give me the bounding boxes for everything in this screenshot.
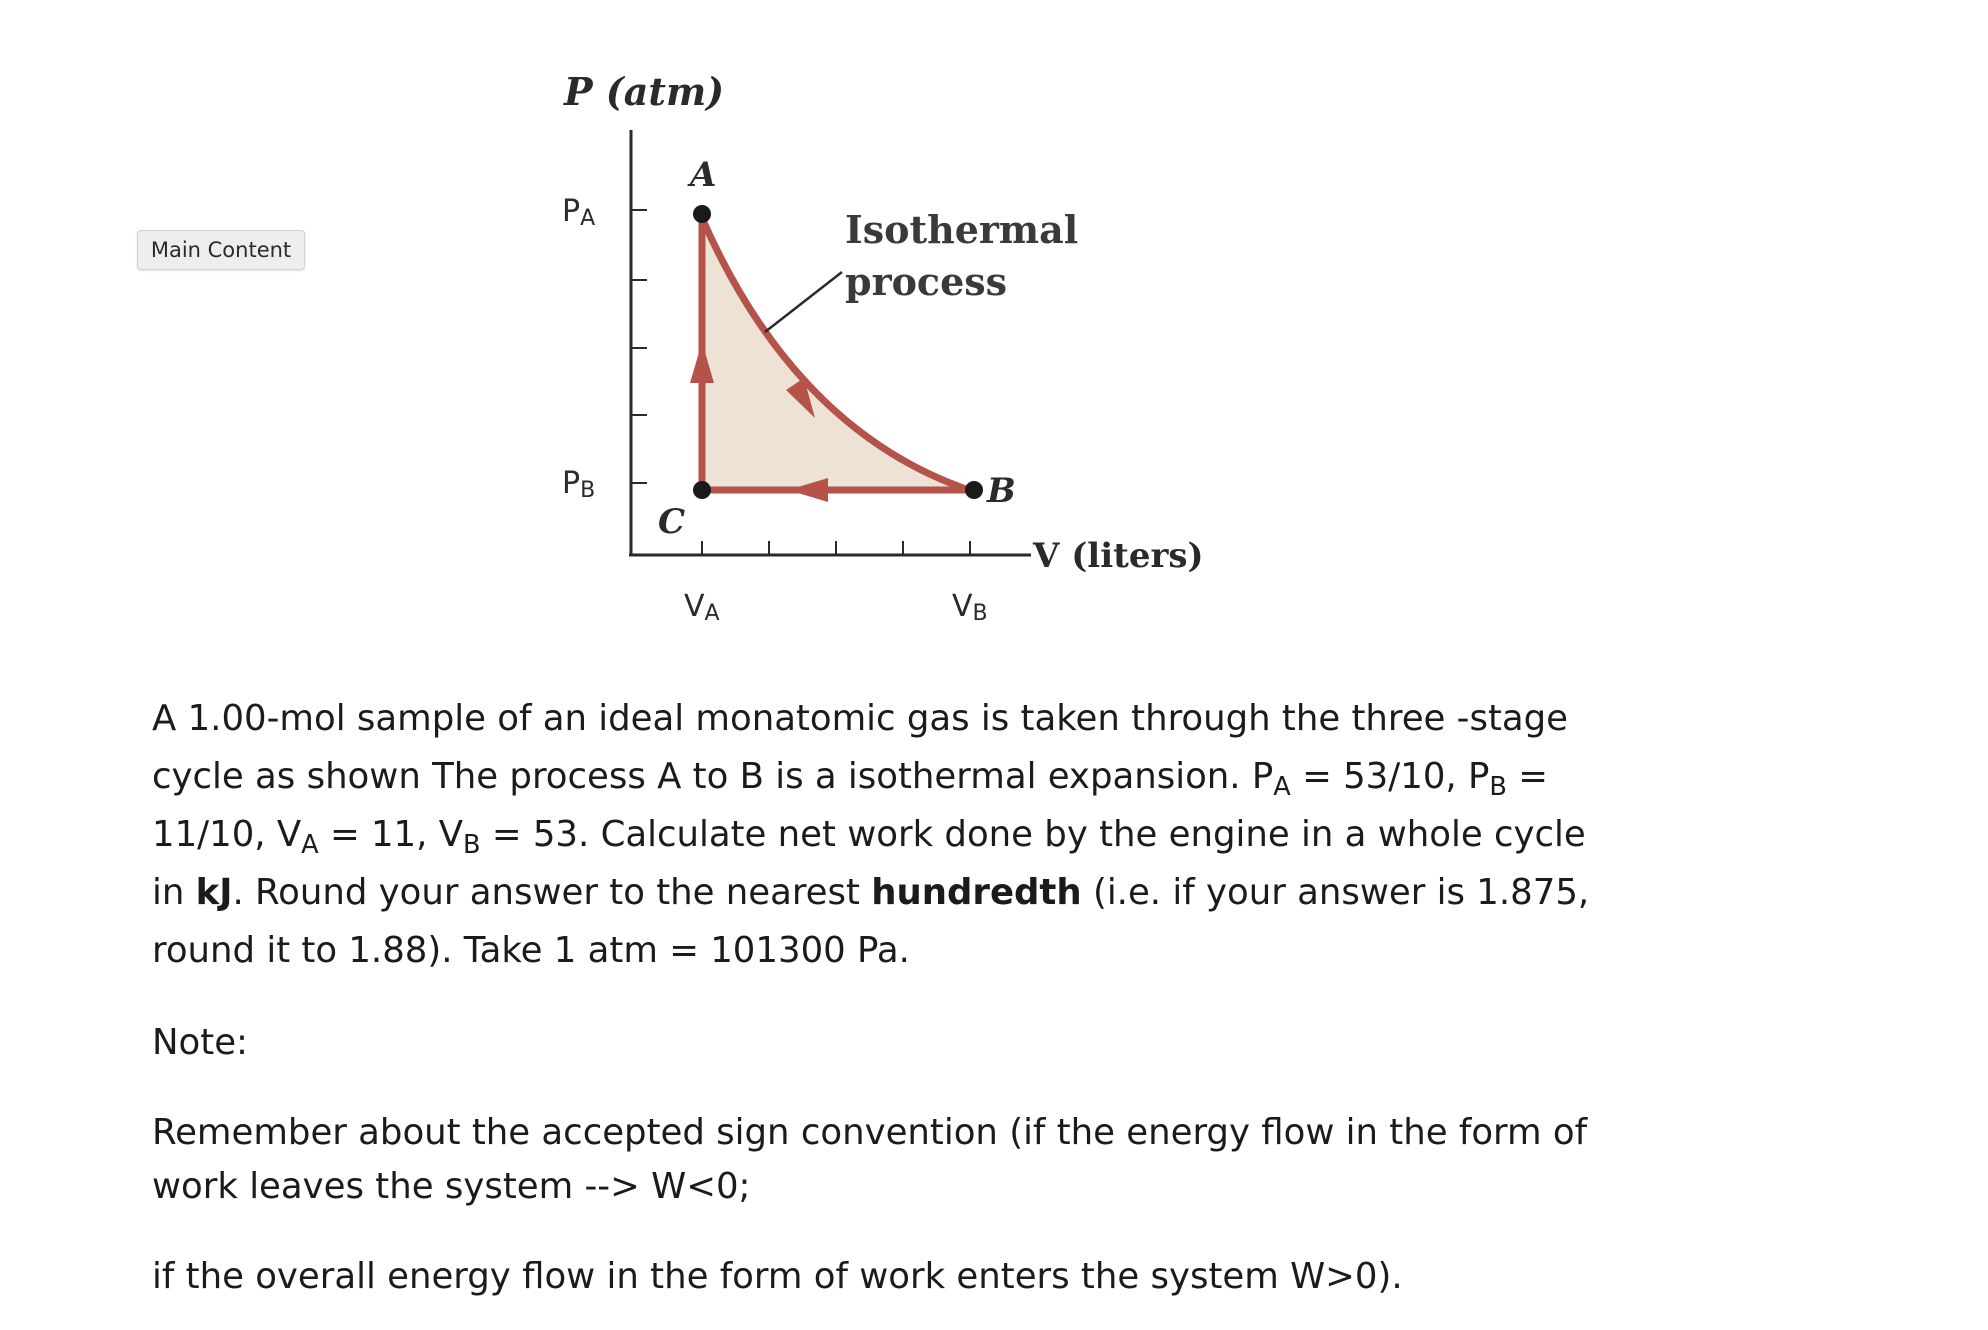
problem-statement: A 1.00-mol sample of an ideal monatomic gas is taken through the three -stage cycle as shown The process A to B is a isothermal expansion. $P_A = 53/10$, $P_B = 11/10$, $V_A = 11$, $V_B = 53$. Calculate net work done by the engine in a whole cycle in kJ. Round your answer to the nearest hundredth (i.e. if your answer is 1.875, round it to 1.88). Take 1 atm = 101300 Pa. <box>152 698 1590 971</box>
va-tick-label: VA <box>684 589 720 626</box>
sign-convention-text: Remember about the accepted sign convention (if the energy flow in the form of work leaves the system --> W<0; <box>152 1112 1588 1207</box>
point-b <box>965 481 983 499</box>
point-a <box>693 205 711 223</box>
question-content <box>152 690 1612 1306</box>
pa-tick-label: PA <box>562 194 596 231</box>
pv-diagram-svg <box>540 60 1240 650</box>
point-c-label: C <box>658 502 686 542</box>
annotation-process: process <box>845 259 1008 304</box>
y-axis-label: P (atm) <box>564 69 725 114</box>
main-content-skip-link[interactable]: Main Content <box>137 230 305 270</box>
note-label: Note: <box>152 1022 248 1063</box>
vb-tick-label: VB <box>952 589 988 626</box>
annotation-leader-line <box>765 272 842 332</box>
point-c <box>693 481 711 499</box>
sign-convention-text-2: if the overall energy flow in the form of work enters the system W>0). <box>152 1256 1403 1297</box>
annotation-isothermal: Isothermal <box>845 207 1079 252</box>
point-b-label: B <box>987 471 1016 511</box>
x-axis-label: V (liters) <box>1033 536 1204 576</box>
pb-tick-label: PB <box>562 466 596 503</box>
point-a-label: A <box>690 155 717 195</box>
pv-diagram <box>540 60 1240 650</box>
